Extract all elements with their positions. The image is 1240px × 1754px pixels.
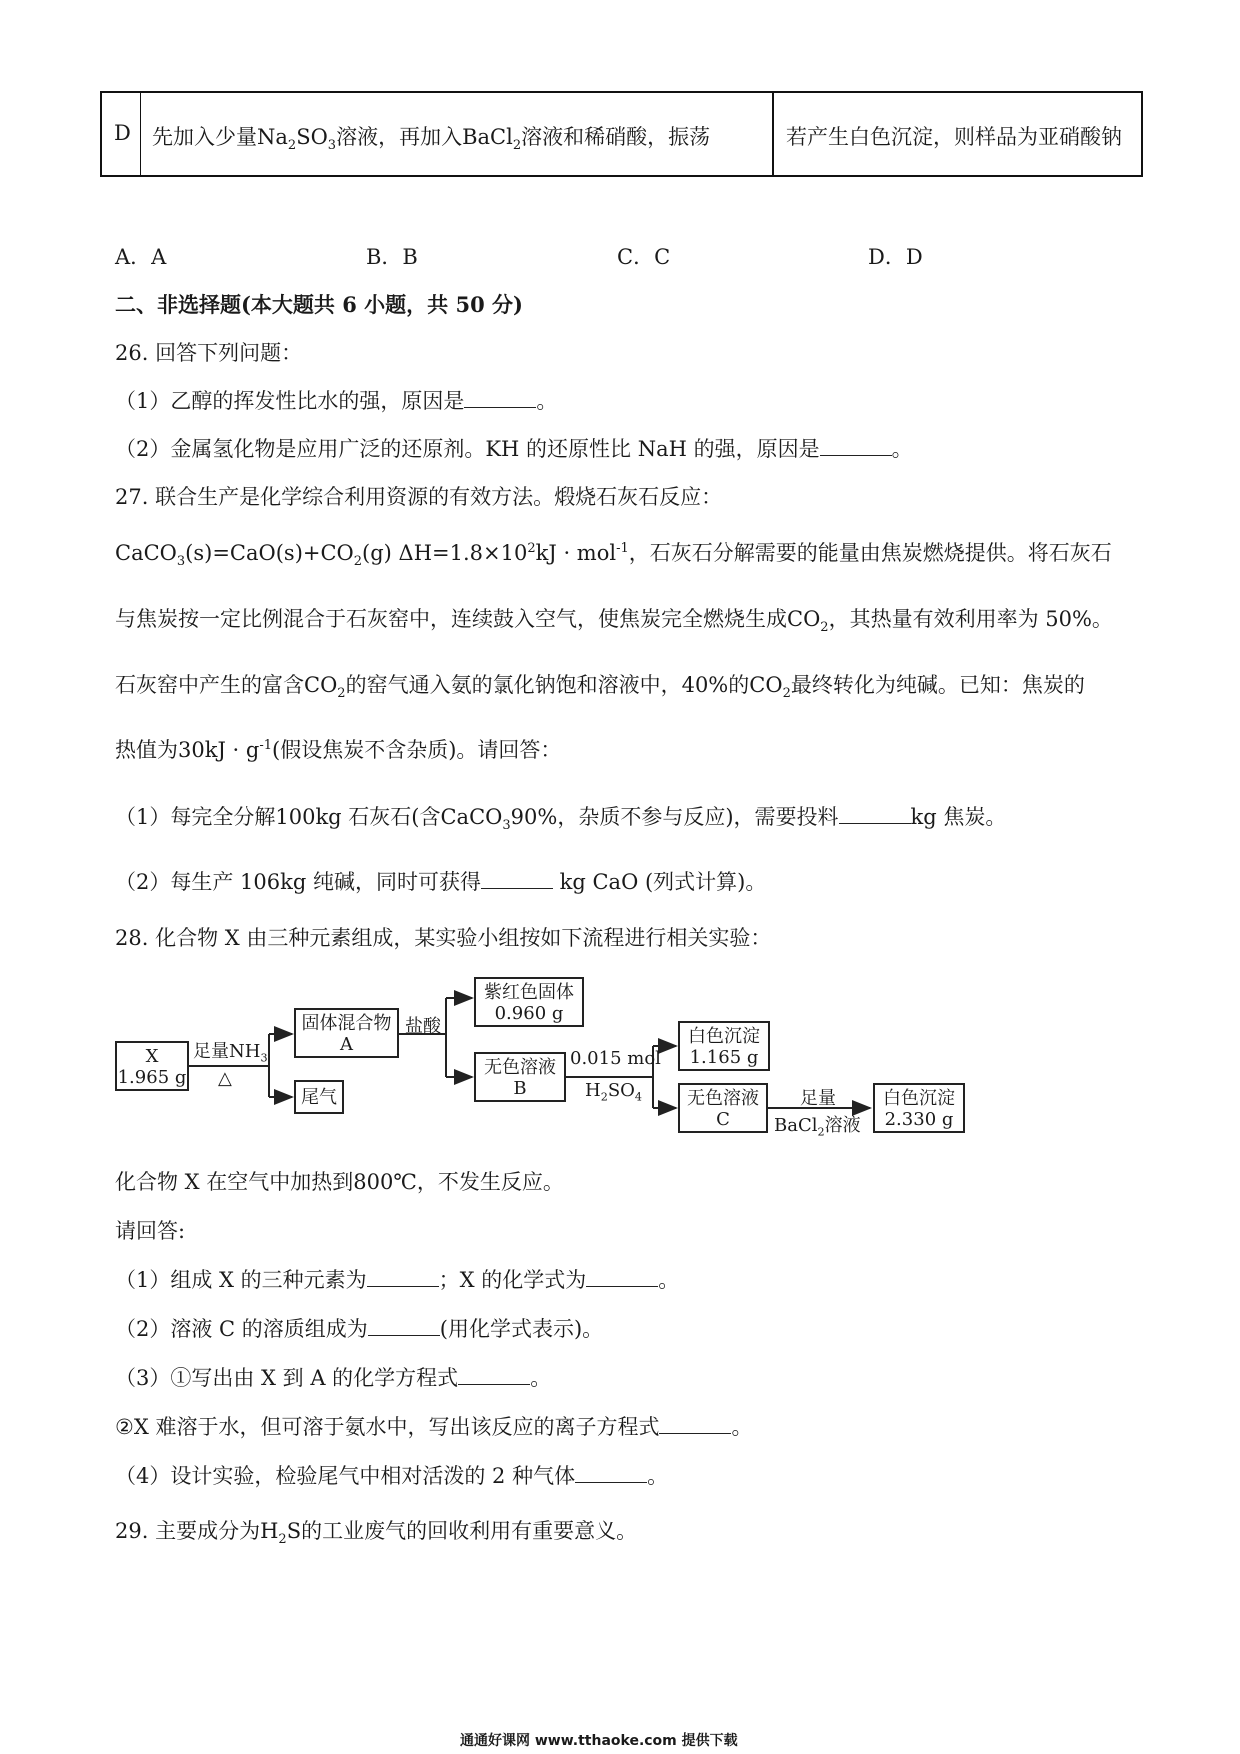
solid-mixture-a-box: 固体混合物 A — [294, 1008, 399, 1058]
option-table — [100, 91, 1143, 177]
choice-b[interactable]: B．B — [366, 245, 418, 269]
q27-stem: 27. 联合生产是化学综合利用资源的有效方法。煅烧石灰石反应： — [115, 485, 723, 509]
answer-blank[interactable] — [458, 1366, 530, 1385]
q26-part2: （2）金属氢化物是应用广泛的还原剂。KH 的还原性比 NaH 的强，原因是 。 — [115, 437, 913, 461]
q27-equation-line: $CaCO_3(s)=CaO(s)+CO_2(g) \Delta H=1.8\times 10^2kJ \cdot mol^{-1}$，石灰石分解需要的能量由焦炭燃烧提供。将石灰石 — [115, 541, 1112, 570]
q27-line2: 与焦炭按一定比例混合于石灰窑中，连续鼓入空气，使焦炭完全燃烧生成$CO_2$，其热量有效利用率为 50%。 — [115, 607, 1113, 636]
q27-part1: （1）每完全分解100kg 石灰石(含CaCO$_3$90%，杂质不参与反应)，需要投料 kg 焦炭。 — [115, 805, 1007, 834]
choice-a[interactable]: A．A — [115, 245, 167, 269]
compound-x-box: X 1.965 g — [115, 1041, 189, 1091]
answer-blank[interactable] — [820, 437, 892, 456]
answer-blank[interactable] — [367, 1268, 439, 1287]
excess-label: 足量 — [800, 1088, 836, 1109]
q28-ask: 请回答: — [115, 1219, 186, 1243]
answer-blank[interactable] — [481, 870, 553, 889]
section-title: 二、非选择题(本大题共 6 小题，共 50 分) — [115, 292, 523, 317]
option-letter: D — [114, 121, 131, 145]
answer-blank[interactable] — [368, 1317, 440, 1336]
white-precipitate-1-box: 白色沉淀 1.165 g — [678, 1021, 770, 1071]
answer-blank[interactable] — [839, 805, 911, 824]
q28-part4: （4）设计实验，检验尾气中相对活泼的 2 种气体 。 — [115, 1464, 669, 1488]
q27-line4: 热值为$30kJ \cdot g^{-1}$(假设焦炭不含杂质)。请回答： — [115, 738, 562, 762]
q28-part3: （3）①写出由 X 到 A 的化学方程式 。 — [115, 1366, 552, 1390]
heat-label: △ — [218, 1068, 232, 1089]
hydrochloric-acid-label: 盐酸 — [405, 1016, 441, 1037]
solution-b-box: 无色溶液 B — [474, 1052, 566, 1102]
q28-part3b: ②X 难溶于水，但可溶于氨水中，写出该反应的离子方程式 。 — [115, 1415, 753, 1439]
answer-blank[interactable] — [575, 1464, 647, 1483]
purple-red-solid-box: 紫红色固体 0.960 g — [474, 977, 584, 1027]
sulfuric-amount-label: 0.015 mol — [570, 1048, 661, 1069]
answer-blank[interactable] — [464, 389, 536, 408]
choice-d[interactable]: D．D — [868, 245, 923, 269]
q28-stem: 28. 化合物 X 由三种元素组成，某实验小组按如下流程进行相关实验： — [115, 926, 772, 950]
solution-c-box: 无色溶液 C — [678, 1083, 768, 1133]
table-divider — [772, 93, 774, 175]
q26-part1: （1）乙醇的挥发性比水的强，原因是 。 — [115, 389, 558, 413]
sulfuric-acid-label: $H_2SO_4$ — [585, 1080, 643, 1104]
table-divider — [140, 93, 141, 175]
q29-stem: 29. 主要成分为$H_2S$的工业废气的回收利用有重要意义。 — [115, 1519, 638, 1548]
q28-note: 化合物 X 在空气中加热到800℃，不发生反应。 — [115, 1170, 564, 1194]
ammonia-label: 足量$NH_3$ — [193, 1041, 268, 1065]
q28-part1: （1）组成 X 的三种元素为 ；X 的化学式为 。 — [115, 1268, 680, 1292]
q26-stem: 26. 回答下列问题： — [115, 341, 303, 365]
answer-blank[interactable] — [586, 1268, 658, 1287]
q28-part2: （2）溶液 C 的溶质组成为 (用化学式表示)。 — [115, 1317, 604, 1341]
q27-line3: 石灰窑中产生的富含$CO_2$的窑气通入氨的氯化钠饱和溶液中，40%的$CO_2$最终转化为纯碱。已知：焦炭的 — [115, 673, 1085, 702]
answer-blank[interactable] — [659, 1415, 731, 1434]
choice-c[interactable]: C．C — [617, 245, 671, 269]
q27-part2: （2）每生产 106kg 纯碱，同时可获得 kg CaO (列式计算)。 — [115, 870, 767, 894]
footer-watermark: 通通好课网 www.tthaoke.com 提供下载 — [460, 1733, 738, 1749]
option-operation: 先加入少量$Na_2SO_3$溶液，再加入BaCl$_2$溶液和稀硝酸，振荡 — [152, 125, 711, 154]
barium-chloride-label: BaCl$_2$溶液 — [774, 1115, 861, 1139]
option-conclusion: 若产生白色沉淀，则样品为亚硝酸钠 — [786, 125, 1122, 149]
tail-gas-box: 尾气 — [294, 1080, 344, 1114]
white-precipitate-2-box: 白色沉淀 2.330 g — [873, 1083, 965, 1133]
